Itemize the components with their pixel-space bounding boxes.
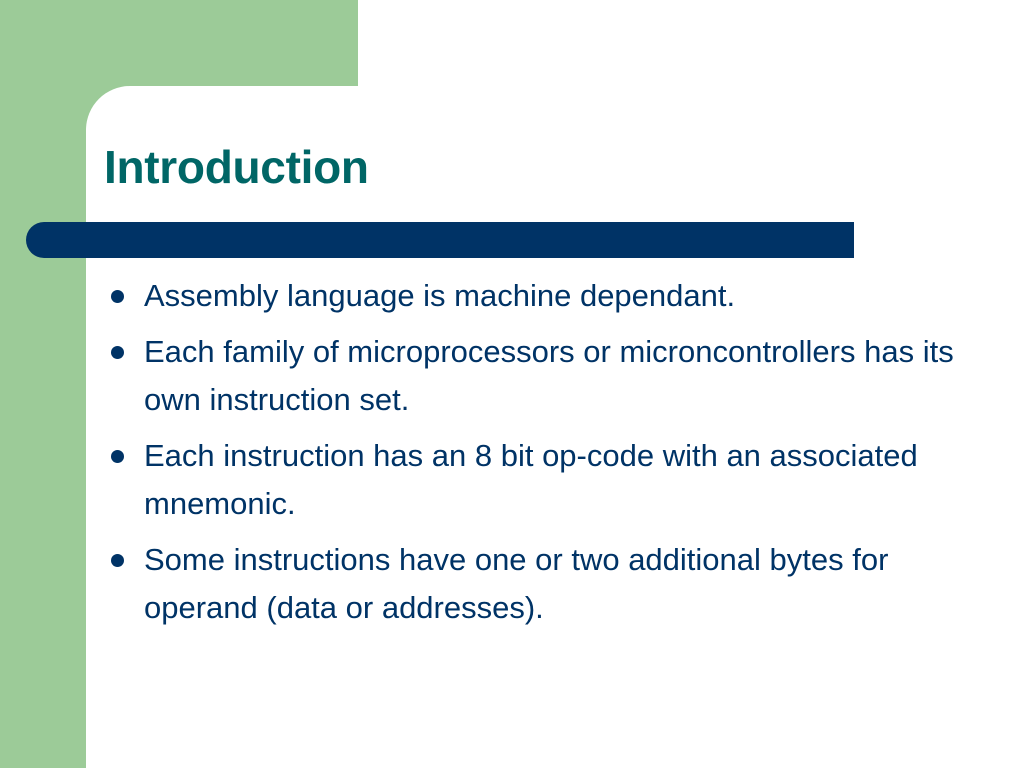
bullet-item xyxy=(104,328,984,424)
bullet-item xyxy=(104,536,984,632)
bullet-text: Each family of microprocessors or microncontrollers has its own instruction set. xyxy=(144,334,954,417)
bullet-dot-icon xyxy=(111,346,124,359)
title-underline-bar xyxy=(26,222,854,258)
bullet-list xyxy=(104,272,984,640)
bullet-item xyxy=(104,432,984,528)
bullet-text: Each instruction has an 8 bit op-code with an associated mnemonic. xyxy=(144,438,918,521)
bullet-dot-icon xyxy=(111,554,124,567)
bullet-dot-icon xyxy=(111,290,124,303)
bullet-dot-icon xyxy=(111,450,124,463)
bullet-item xyxy=(104,272,984,320)
slide-title: Introduction xyxy=(104,141,369,193)
bullet-text: Some instructions have one or two additional bytes for operand (data or addresses). xyxy=(144,542,889,625)
bullet-text: Assembly language is machine dependant. xyxy=(144,278,736,313)
